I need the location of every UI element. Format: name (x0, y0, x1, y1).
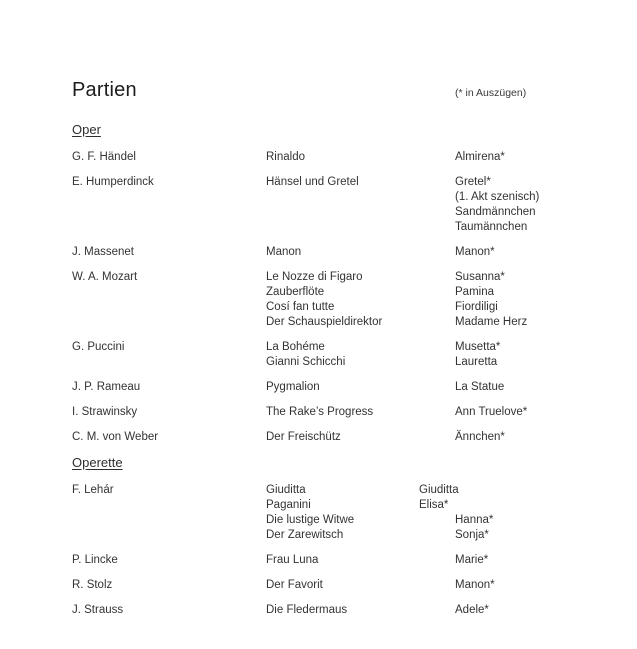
repertoire-row (72, 405, 637, 420)
role-name: (1. Akt szenisch) (455, 191, 540, 203)
composer-cell (72, 603, 123, 618)
work-title: Der Zarewitsch (266, 529, 344, 541)
composer-cell (72, 175, 154, 190)
works-cell (266, 483, 354, 543)
composer-cell (72, 270, 137, 285)
work-title: Le Nozze di Figaro (266, 271, 363, 283)
repertoire-row (72, 340, 637, 370)
work-title: Rinaldo (266, 151, 305, 163)
role-name: Ann Truelove* (455, 406, 528, 418)
role-name: Taumännchen (455, 221, 528, 233)
works-cell (266, 150, 305, 165)
composer-cell (72, 553, 118, 568)
repertoire-sections (72, 122, 637, 618)
composer-name: G. Puccini (72, 341, 125, 353)
composer-name: P. Lincke (72, 554, 118, 566)
role-name: La Statue (455, 381, 505, 393)
works-cell (266, 175, 359, 190)
role-name: Marie* (455, 554, 489, 566)
repertoire-row (72, 245, 637, 260)
composer-name: W. A. Mozart (72, 271, 138, 283)
work-title: Paganini (266, 499, 311, 511)
roles-cell (455, 553, 488, 568)
asterisk-legend: (* in Auszügen) (455, 87, 527, 99)
role-name: Susanna* (455, 271, 505, 283)
composer-name: C. M. von Weber (72, 431, 159, 443)
composer-name: J. Massenet (72, 246, 134, 258)
role-name: Sonja* (455, 529, 489, 541)
composer-cell (72, 405, 137, 420)
role-name: Musetta* (455, 341, 501, 353)
section-heading: Oper (72, 122, 101, 137)
role-name: Pamina (455, 286, 494, 298)
work-title: Giuditta (266, 484, 306, 496)
works-cell (266, 270, 382, 330)
work-title: Gianni Schicchi (266, 356, 346, 368)
composer-cell (72, 430, 158, 445)
works-cell (266, 553, 318, 568)
composer-name: J. P. Rameau (72, 381, 141, 393)
composer-cell (72, 150, 136, 165)
roles-cell (455, 245, 495, 260)
repertoire-row (72, 175, 637, 235)
work-title: Die Fledermaus (266, 604, 348, 616)
work-title: Die lustige Witwe (266, 514, 355, 526)
works-cell (266, 430, 341, 445)
role-name: Fiordiligi (455, 301, 498, 313)
roles-cell (455, 340, 500, 370)
work-title: Der Freischütz (266, 431, 341, 443)
roles-cell (455, 175, 539, 235)
work-title: The Rake’s Progress (266, 406, 374, 418)
composer-name: J. Strauss (72, 604, 124, 616)
composer-cell (72, 380, 140, 395)
roles-cell (455, 380, 504, 395)
roles-cell (455, 150, 505, 165)
works-cell (266, 245, 301, 260)
repertoire-row (72, 150, 637, 165)
work-title: Frau Luna (266, 554, 319, 566)
works-cell (266, 405, 373, 420)
work-title: La Bohéme (266, 341, 325, 353)
role-name: Hanna* (455, 514, 494, 526)
works-cell (266, 380, 320, 395)
work-title: Der Favorit (266, 579, 323, 591)
repertoire-row (72, 270, 637, 330)
composer-name: R. Stolz (72, 579, 113, 591)
work-title: Manon (266, 246, 302, 258)
section-oper (72, 122, 637, 445)
repertoire-row (72, 553, 637, 568)
section-operette (72, 455, 637, 618)
page-title: Partien (72, 79, 137, 101)
roles-cell (455, 405, 527, 420)
role-name: Manon* (455, 246, 495, 258)
work-title: Der Schauspieldirektor (266, 316, 383, 328)
role-name: Elisa* (419, 499, 449, 511)
role-name: Ännchen* (455, 431, 505, 443)
composer-name: F. Lehár (72, 484, 114, 496)
repertoire-row (72, 430, 637, 445)
role-name: Adele* (455, 604, 489, 616)
role-name: Manon* (455, 579, 495, 591)
repertoire-row (72, 483, 637, 543)
role-name: Lauretta (455, 356, 498, 368)
role-name: Gretel* (455, 176, 491, 188)
composer-cell (72, 578, 112, 593)
roles-cell (419, 483, 494, 543)
work-title: Pygmalion (266, 381, 320, 393)
works-cell (266, 603, 347, 618)
composer-cell (72, 340, 124, 355)
work-title: Zauberflöte (266, 286, 325, 298)
composer-cell (72, 483, 114, 498)
repertoire-row (72, 578, 637, 593)
composer-name: I. Strawinsky (72, 406, 138, 418)
role-name: Giuditta (419, 484, 459, 496)
role-name: Almirena* (455, 151, 505, 163)
work-title: Hänsel und Gretel (266, 176, 359, 188)
roles-cell (455, 270, 527, 330)
role-name: Madame Herz (455, 316, 528, 328)
composer-name: G. F. Händel (72, 151, 136, 163)
repertoire-row (72, 380, 637, 395)
roles-cell (455, 430, 505, 445)
works-cell (266, 578, 323, 593)
composer-cell (72, 245, 134, 260)
section-heading: Operette (72, 455, 123, 470)
repertoire-row (72, 603, 637, 618)
works-cell (266, 340, 345, 370)
work-title: Cosí fan tutte (266, 301, 335, 313)
roles-cell (455, 603, 489, 618)
composer-name: E. Humperdinck (72, 176, 154, 188)
roles-cell (455, 578, 495, 593)
title-row (72, 78, 637, 102)
role-name: Sandmännchen (455, 206, 536, 218)
